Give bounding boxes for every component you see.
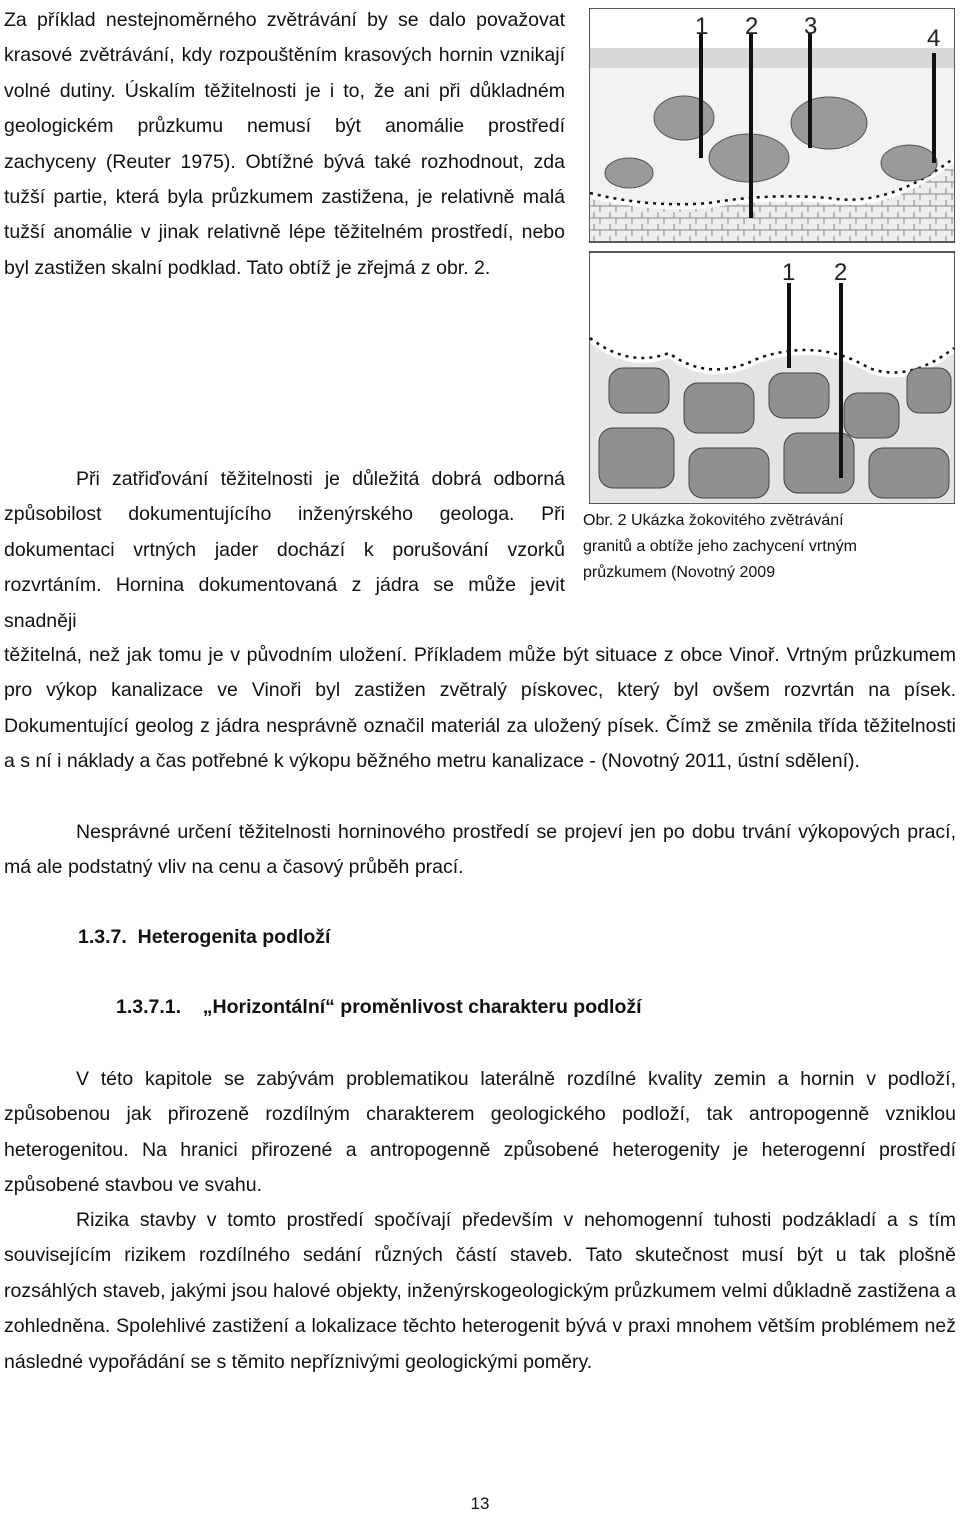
top-label: 3: [804, 13, 818, 40]
granite-block: [784, 433, 854, 493]
heading-1-3-7: [78, 926, 330, 949]
granite-block: [609, 368, 669, 413]
heading-1-3-7-1: [116, 996, 642, 1019]
corestone: [881, 145, 937, 181]
top-label: 1: [695, 13, 709, 40]
corestone: [605, 158, 653, 188]
second-paragraph-full: těžitelná, než jak tomu je v původním uložení. Příkladem může být situace z obce Vinoř. Vrtným průzkumem pro výkop kanalizace ve Vinoři byl zastižen zvětralý pískovec, který byl ovšem rozvrtán na písek. Dokumentující geolog z jádra nesprávně označil materiál za uložený písek. Čímž se změnila třída těžitelnosti a s ní i náklady a čas potřebné k výkopu běžného metru kanalizace - (Novotný 2011, ústní sdělení).: [4, 644, 956, 773]
granite-block: [684, 383, 754, 433]
bottom-label: 1: [782, 259, 796, 286]
third-paragraph: Nesprávné určení těžitelnosti horninového prostředí se projeví jen po dobu trvání výkopových prací, má ale podstatný vliv na cenu a časový průběh prací.: [4, 821, 956, 879]
intro-paragraph: Za příklad nestejnoměrného zvětrávání by se dalo považovat krasové zvětrávání, kdy rozpouštěním krasových hornin vznikají volné dutiny. Úskalím těžitelnosti je i to, že ani při důkladném geologickém průzkumu nemusí být anomálie prostředí zachyceny (Reuter 1975). Obtížné bývá také rozhodnout, zda tužší partie, která byla průzkumem zastižena, je relativně malá tužší anomálie v jinak relativně lépe těžitelném prostředí, nebo byl zastižen skalní podklad. Tato obtíž je zřejmá z obr. 2.: [4, 9, 565, 279]
weathering-figure: [589, 8, 955, 504]
granite-block: [869, 448, 949, 498]
heading-title: Heterogenita podloží: [137, 926, 331, 948]
corestone: [654, 96, 714, 140]
granite-block: [599, 428, 674, 488]
heading-number: 1.3.7.: [78, 926, 127, 948]
second-paragraph-column: Při zatřiďování těžitelnosti je důležitá dobrá odborná způsobilost dokumentujícího inženýrského geologa. Při dokumentaci vrtných jader dochází k porušování vzorků rozvrtáním. Hornina dokumentovaná z jádra se může jevit snadněji: [4, 468, 565, 632]
figure-caption: Obr. 2 Ukázka žokovitého zvětrávání granitů a obtíže jeho zachycení vrtným průzkumem (Novotný 2009: [583, 512, 857, 581]
top-soil-band: [590, 48, 954, 68]
page-number: 13: [470, 1494, 490, 1513]
risk-paragraph: Rizika stavby v tomto prostředí spočívají především v nehomogenní tuhosti podzákladí a s tím souvisejícím rizikem rozdílného sedání různých částí staveb. Tato skutečnost musí být u tak plošně rozsáhlých staveb, jakými jsou halové objekty, inženýrskogeologickým průzkumem velmi důkladně zastižena a zohledněna. Spolehlivé zastižení a lokalizace těchto heterogenit bývá v praxi mnohem větším problémem než následné vypořádání se s těmito nepříznivými geologickými poměry.: [4, 1209, 956, 1373]
granite-block: [769, 373, 829, 418]
granite-block: [907, 368, 951, 413]
top-label: 4: [927, 25, 941, 52]
granite-block: [689, 448, 769, 498]
heading-number: 1.3.7.1.: [116, 996, 182, 1018]
heading-title: „Horizontální“ proměnlivost charakteru podloží: [202, 996, 642, 1018]
bottom-label: 2: [834, 259, 848, 286]
top-label: 2: [745, 13, 759, 40]
chapter-intro-paragraph: V této kapitole se zabývám problematikou laterálně rozdílné kvality zemin a hornin v podloží, způsobenou jak přirozeně rozdílným charakterem geologického podloží, tak antropogenně vzniklou heterogenitou. Na hranici přirozené a antropogenně způsobené heterogenity je heterogenní prostředí způsobené stavbou ve svahu.: [4, 1068, 956, 1197]
granite-weathering-diagram: [589, 8, 955, 504]
granite-block: [844, 393, 899, 438]
corestone: [791, 97, 867, 149]
